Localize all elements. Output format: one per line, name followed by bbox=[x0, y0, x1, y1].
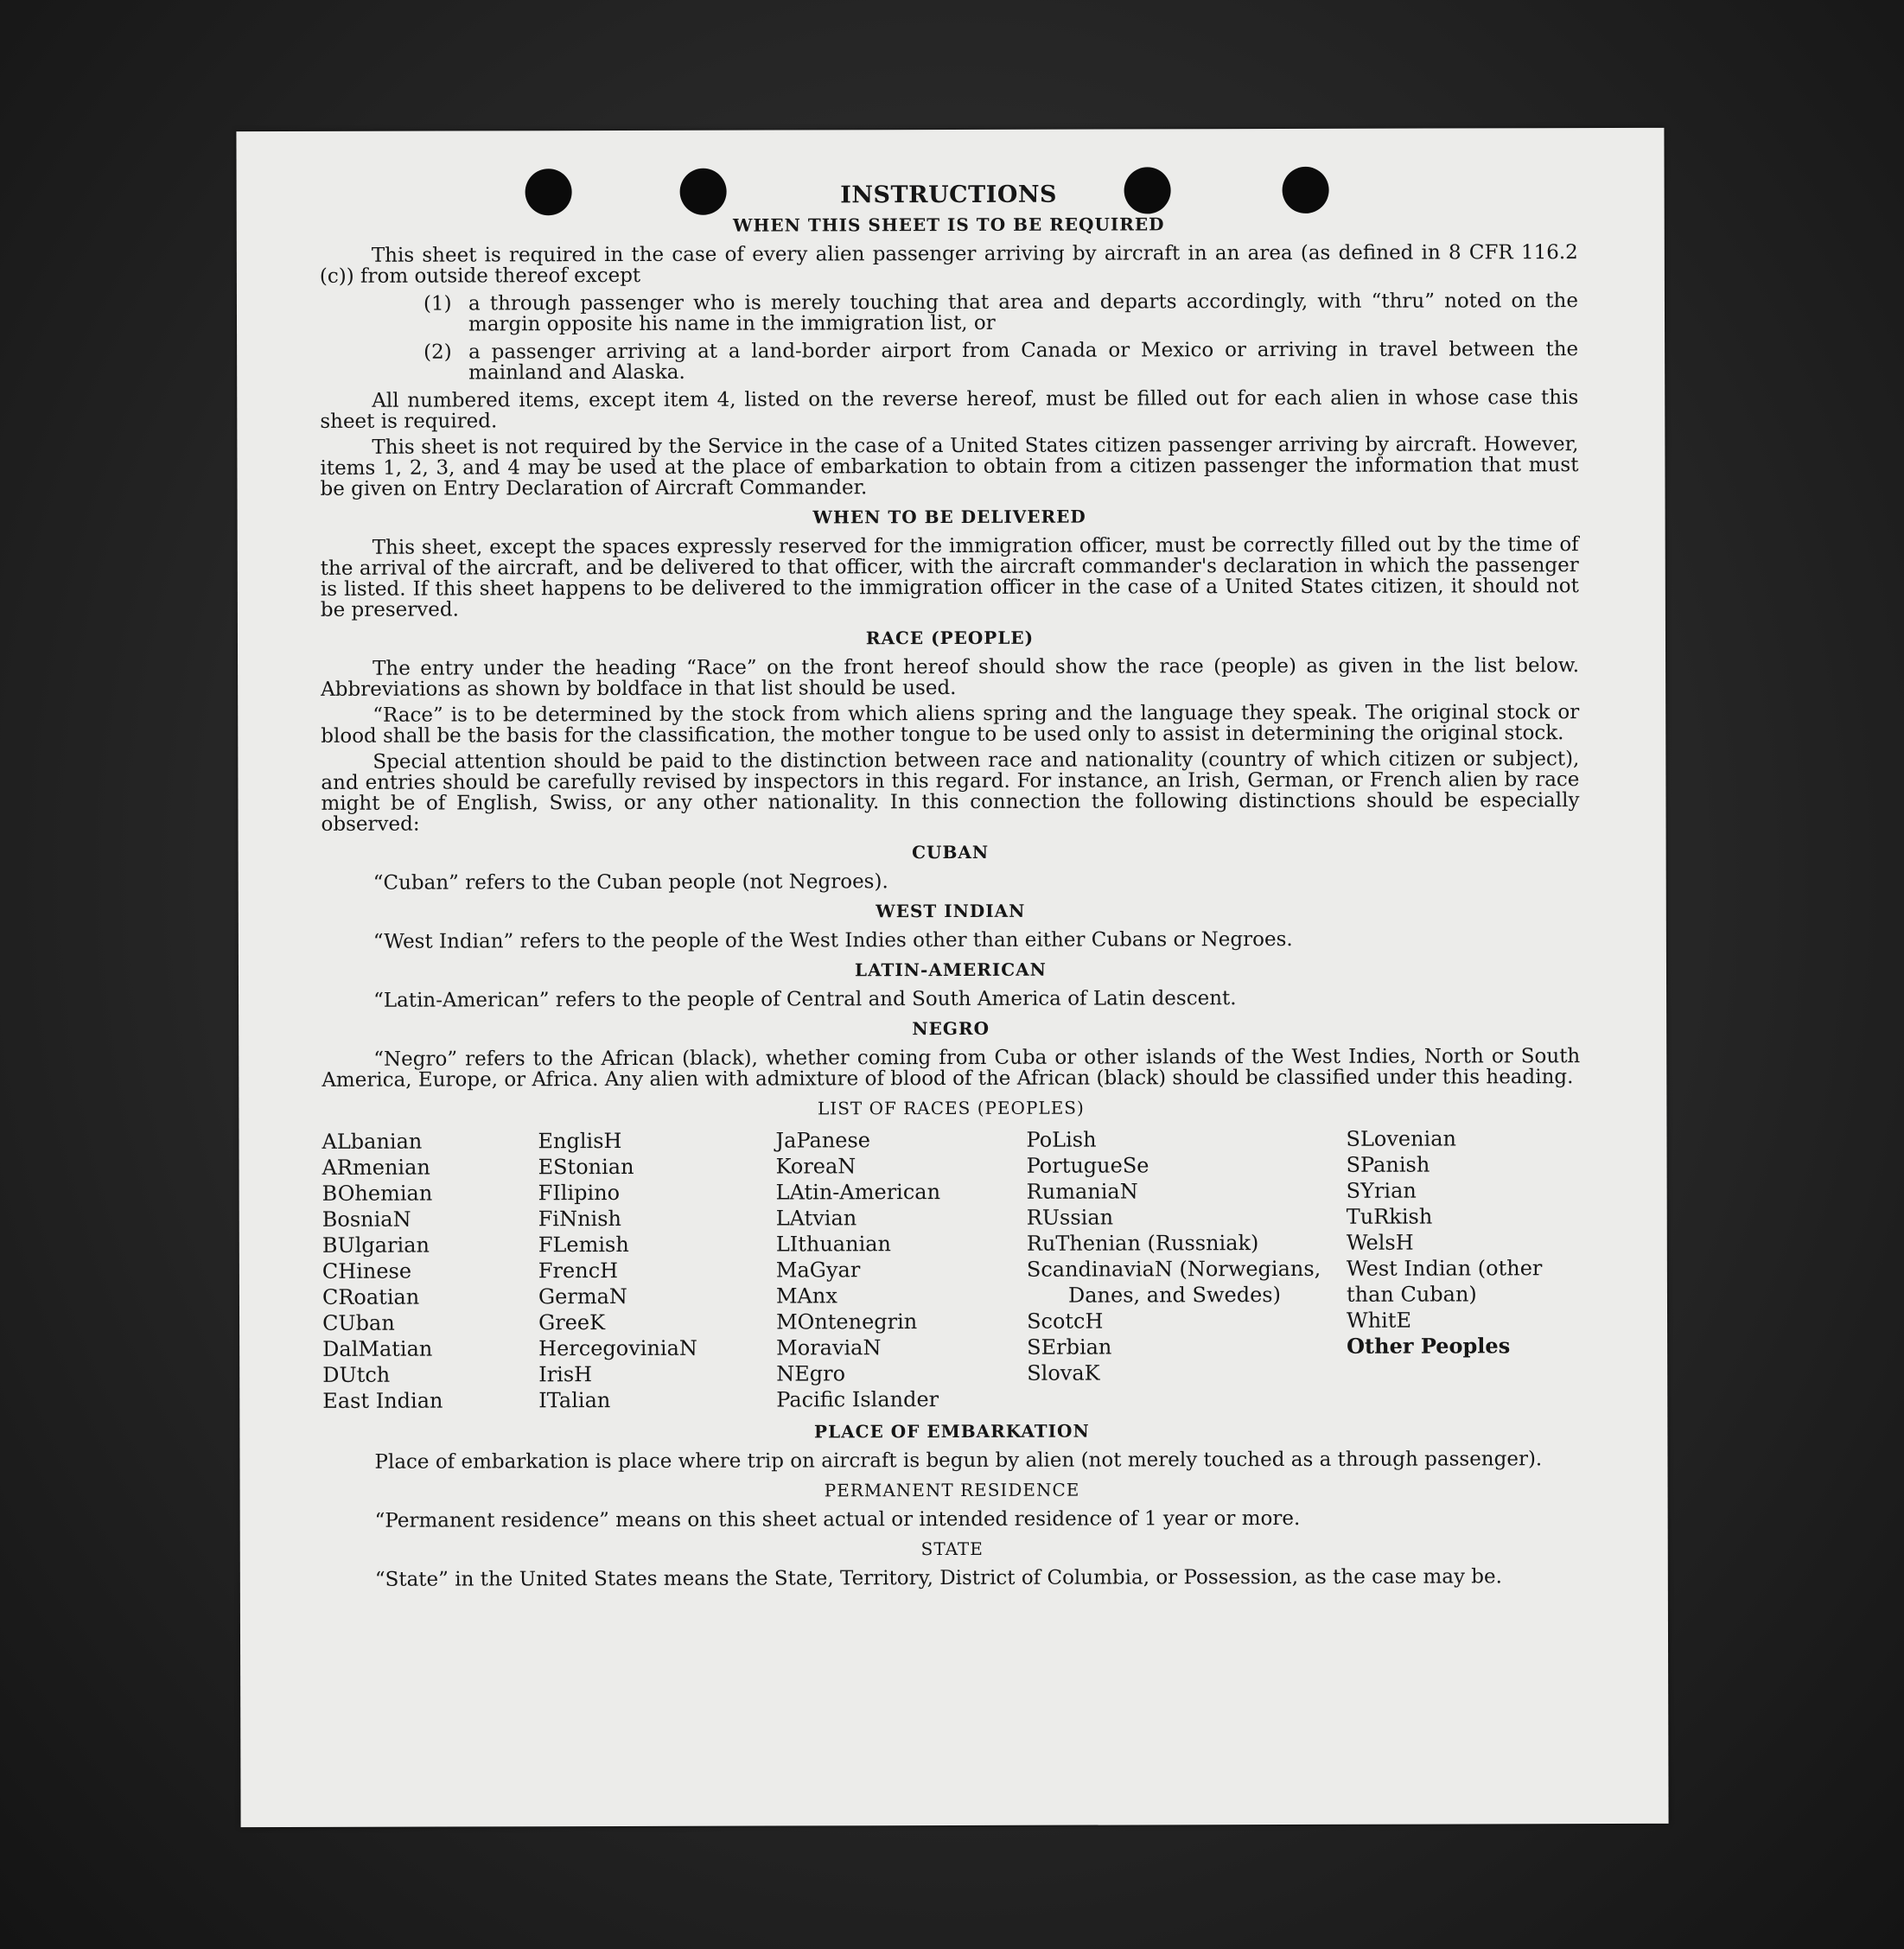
section-heading-list-of-races: LIST OF RACES (PEOPLES) bbox=[817, 1097, 1085, 1119]
race-entry: CHinese bbox=[322, 1258, 412, 1283]
item-text: a through passenger who is merely touching that area and departs accordingly, with “thru” noted on the margin opposite his name in the immigration list, or bbox=[468, 290, 1578, 336]
paragraph-latin-american: “Latin-American” refers to the people of Central and South America of Latin descent. bbox=[373, 987, 1237, 1012]
race-entry: FiNnish bbox=[538, 1207, 622, 1232]
list-item-exception-2 bbox=[423, 339, 1578, 383]
section-heading-when-delivered: WHEN TO BE DELIVERED bbox=[812, 506, 1086, 528]
race-entry: Pacific Islander bbox=[776, 1387, 939, 1412]
section-heading-latin-american: LATIN-AMERICAN bbox=[854, 959, 1047, 981]
race-entry: SErbian bbox=[1027, 1334, 1112, 1360]
race-entry: NEgro bbox=[776, 1361, 846, 1386]
paragraph-residence: “Permanent residence” means on this sheet actual or intended residence of 1 year or more. bbox=[374, 1506, 1301, 1532]
race-entry: TuRkish bbox=[1346, 1204, 1433, 1229]
paragraph-race-nationality: Special attention should be paid to the distinction between race and nationality (country of which citizen or subject), and entries should be carefully revised by inspectors in this regard. For instance, an Irish, German, or French alien by race might be of English, Swiss, or any other nationality. In this connection the following distinctions should be especially observed: bbox=[321, 748, 1580, 836]
race-entry: MAnx bbox=[775, 1283, 837, 1309]
races-column-2 bbox=[538, 1128, 776, 1414]
race-entry: CUban bbox=[322, 1310, 395, 1335]
races-column-4 bbox=[1026, 1126, 1347, 1412]
race-entry: MoraviaN bbox=[776, 1335, 882, 1360]
paragraph-state: “State” in the United States means the State, Territory, District of Columbia, or Possession, as the case may be. bbox=[374, 1565, 1502, 1591]
race-entry: IrisH bbox=[538, 1362, 593, 1387]
race-entry: SLovenian bbox=[1346, 1126, 1457, 1151]
race-entry: RumaniaN bbox=[1026, 1179, 1138, 1204]
races-column-3 bbox=[775, 1127, 1027, 1413]
race-entry: LIthuanian bbox=[775, 1232, 892, 1257]
section-heading-residence: PERMANENT RESIDENCE bbox=[824, 1479, 1080, 1501]
races-list bbox=[322, 1125, 1581, 1414]
section-heading-race: RACE (PEOPLE) bbox=[865, 627, 1035, 649]
paragraph-race-determination: “Race” is to be determined by the stock from which aliens spring and the language they speak. The original stock or blood shall be the basis for the classification, the mother tongue to be used only to assist in determining the original stock. bbox=[321, 701, 1580, 748]
item-number: (1) bbox=[423, 292, 452, 315]
race-entry: ScotcH bbox=[1027, 1309, 1104, 1334]
race-entry: EnglisH bbox=[538, 1129, 622, 1154]
race-entry: PoLish bbox=[1026, 1127, 1097, 1152]
race-entry: DUtch bbox=[322, 1362, 391, 1387]
race-entry: MOntenegrin bbox=[776, 1309, 918, 1334]
paragraph-cuban: “Cuban” refers to the Cuban people (not Negroes). bbox=[373, 870, 888, 895]
section-heading-state: STATE bbox=[920, 1538, 984, 1560]
races-column-1 bbox=[322, 1128, 538, 1414]
paragraph-west-indian: “West Indian” refers to the people of the West Indies other than either Cubans or Negroes. bbox=[373, 927, 1293, 953]
race-entry: LAtin-American bbox=[775, 1180, 941, 1205]
races-column-5 bbox=[1346, 1125, 1581, 1411]
race-entry: East Indian bbox=[322, 1388, 443, 1413]
race-entry: GreeK bbox=[538, 1310, 606, 1335]
item-number: (2) bbox=[423, 341, 452, 364]
race-entry: HercegoviniaN bbox=[538, 1335, 697, 1361]
race-entry: ScandinaviaN (Norwegians, Danes, and Swedes) bbox=[1026, 1256, 1321, 1308]
race-entry: ALbanian bbox=[322, 1129, 423, 1154]
section-heading-embarkation: PLACE OF EMBARKATION bbox=[813, 1420, 1090, 1443]
race-entry: MaGyar bbox=[775, 1258, 861, 1283]
paragraph-intro: This sheet is required in the case of every alien passenger arriving by aircraft in an area (as defined in 8 CFR 116.2 (c)) from outside thereof except bbox=[319, 241, 1578, 288]
race-entry: CRoatian bbox=[322, 1284, 420, 1309]
race-entry: BosniaN bbox=[322, 1207, 411, 1232]
section-heading-when-required: WHEN THIS SHEET IS TO BE REQUIRED bbox=[732, 213, 1165, 236]
race-entry: RUssian bbox=[1026, 1205, 1114, 1230]
race-entry: EStonian bbox=[538, 1154, 634, 1180]
paragraph-citizen: This sheet is not required by the Service in the case of a United States citizen passenger arriving by aircraft. However, items 1, 2, 3, and 4 may be used at the place of embarkation to obtain from a citizen passenger the information that must be given on Entry Declaration of Aircraft Commander. bbox=[320, 433, 1579, 500]
section-heading-west-indian: WEST INDIAN bbox=[876, 900, 1026, 922]
race-entry: West Indian (other than Cuban) bbox=[1346, 1256, 1543, 1307]
race-entry: ITalian bbox=[538, 1388, 611, 1413]
item-text: a passenger arriving at a land-border airport from Canada or Mexico or arriving in travel between the mainland and Alaska. bbox=[468, 338, 1579, 385]
section-heading-negro: NEGRO bbox=[912, 1017, 990, 1040]
race-entry: SPanish bbox=[1346, 1152, 1430, 1177]
race-entry: FIlipino bbox=[538, 1181, 621, 1206]
paragraph-race-entry: The entry under the heading “Race” on the front hereof should show the race (people) as given in the list below. Abbreviations as shown by boldface in that list should be used. bbox=[321, 654, 1580, 701]
race-entry: BOhemian bbox=[322, 1181, 433, 1206]
paragraph-numbered-items: All numbered items, except item 4, listed on the reverse hereof, must be filled out for each alien in whose case this sheet is required. bbox=[320, 386, 1579, 433]
race-entry: FrencH bbox=[538, 1258, 619, 1283]
list-item-exception-1 bbox=[423, 290, 1578, 334]
race-entry: LAtvian bbox=[775, 1206, 857, 1231]
race-entry: ARmenian bbox=[322, 1155, 430, 1180]
document-page bbox=[236, 128, 1668, 1827]
document-content bbox=[320, 180, 1582, 1596]
race-entry: SlovaK bbox=[1027, 1360, 1100, 1385]
race-entry: Other Peoples bbox=[1347, 1333, 1511, 1359]
paragraph-negro: “Negro” refers to the African (black), whether coming from Cuba or other islands of the West Indies, North or South America, Europe, or Africa. Any alien with admixture of blood of the African (black) should be classified under this heading. bbox=[322, 1045, 1581, 1092]
race-entry: GermaN bbox=[538, 1283, 627, 1309]
paragraph-delivery: This sheet, except the spaces expressly reserved for the immigration officer, must be correctly filled out by the time of the arrival of the aircraft, and be delivered to that officer, with the aircraft commander's declaration in which the passenger is listed. If this sheet happens to be delivered to the immigration officer in the case of a United States citizen, it should not be preserved. bbox=[320, 533, 1579, 621]
race-entry: KoreaN bbox=[775, 1154, 856, 1179]
race-entry: SYrian bbox=[1346, 1178, 1417, 1203]
section-heading-cuban: CUBAN bbox=[912, 841, 990, 863]
race-entry: JaPanese bbox=[775, 1128, 871, 1153]
race-entry: PortugueSe bbox=[1026, 1153, 1149, 1178]
page-title: INSTRUCTIONS bbox=[840, 181, 1058, 209]
race-entry: WhitE bbox=[1347, 1308, 1412, 1333]
race-entry: RuThenian (Russniak) bbox=[1026, 1231, 1259, 1256]
race-entry: BUlgarian bbox=[322, 1232, 430, 1258]
race-entry: WelsH bbox=[1346, 1230, 1414, 1255]
race-entry: DalMatian bbox=[322, 1336, 433, 1361]
race-entry: FLemish bbox=[538, 1232, 629, 1258]
paragraph-embarkation: Place of embarkation is place where trip on aircraft is begun by alien (not merely touched as a through passenger). bbox=[374, 1448, 1543, 1474]
